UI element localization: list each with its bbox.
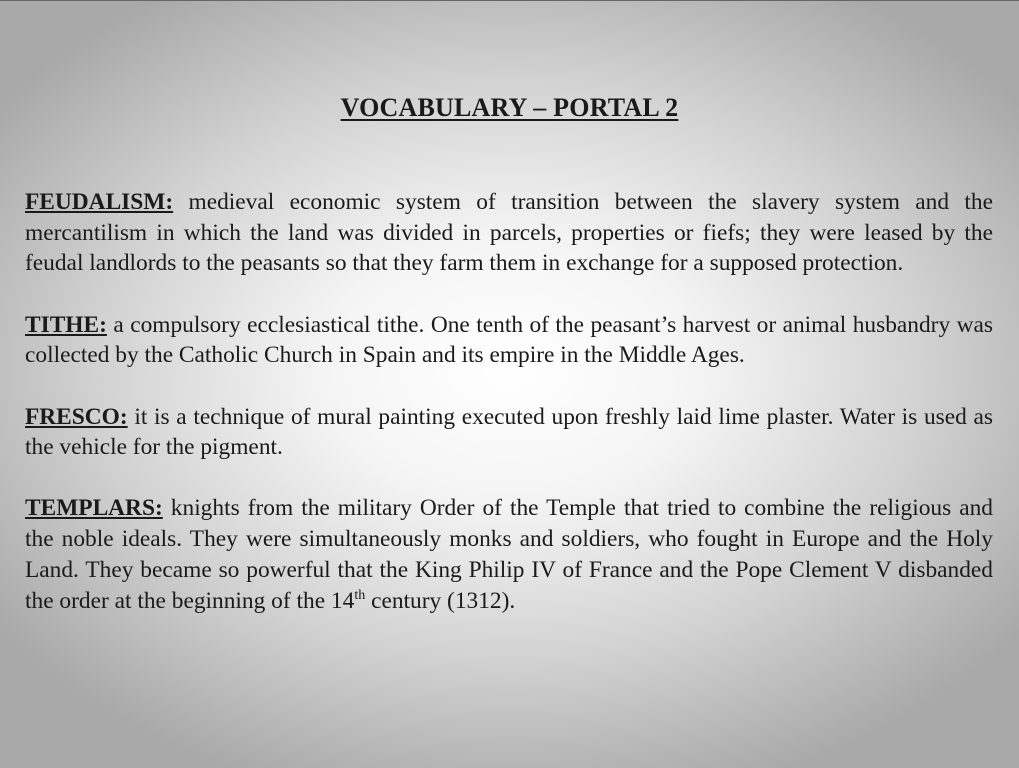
slide-title: VOCABULARY – PORTAL 2 <box>340 93 679 122</box>
definition-templars-end: century (1312). <box>365 587 516 614</box>
superscript-th: th <box>354 587 366 603</box>
definition-feudalism: medieval economic system of transition between the slavery system and the mercantilism in which the land was divided in parcels, properties or fiefs; they were leased by the feudal landlords to the peasants so that they farm them in exchange for a supposed protection. <box>25 189 993 277</box>
vocabulary-list <box>25 187 993 647</box>
definition-fresco: it is a technique of mural painting executed upon freshly laid lime plaster. Water is used as the vehicle for the pigment. <box>25 403 993 461</box>
term-fresco: FRESCO: <box>25 403 128 430</box>
entry-fresco <box>25 402 993 463</box>
term-templars: TEMPLARS: <box>25 495 163 522</box>
term-tithe: TITHE: <box>25 311 107 338</box>
definition-tithe: a compulsory ecclesiastical tithe. One tenth of the peasant’s harvest or animal husbandry was collected by the Catholic Church in Spain and its empire in the Middle Ages. <box>25 311 993 369</box>
entry-feudalism <box>25 187 993 279</box>
definition-templars: knights from the military Order of the Temple that tried to combine the religious and the noble ideals. They were simultaneously monks and soldiers, who fought in Europe and the Holy Land. They became so powerful that the King Philip IV of France and the Pope Clement V disbanded the order at the beginning of the 14 <box>25 495 993 614</box>
term-feudalism: FEUDALISM: <box>25 189 174 215</box>
entry-tithe <box>25 310 993 371</box>
entry-templars <box>25 493 993 616</box>
